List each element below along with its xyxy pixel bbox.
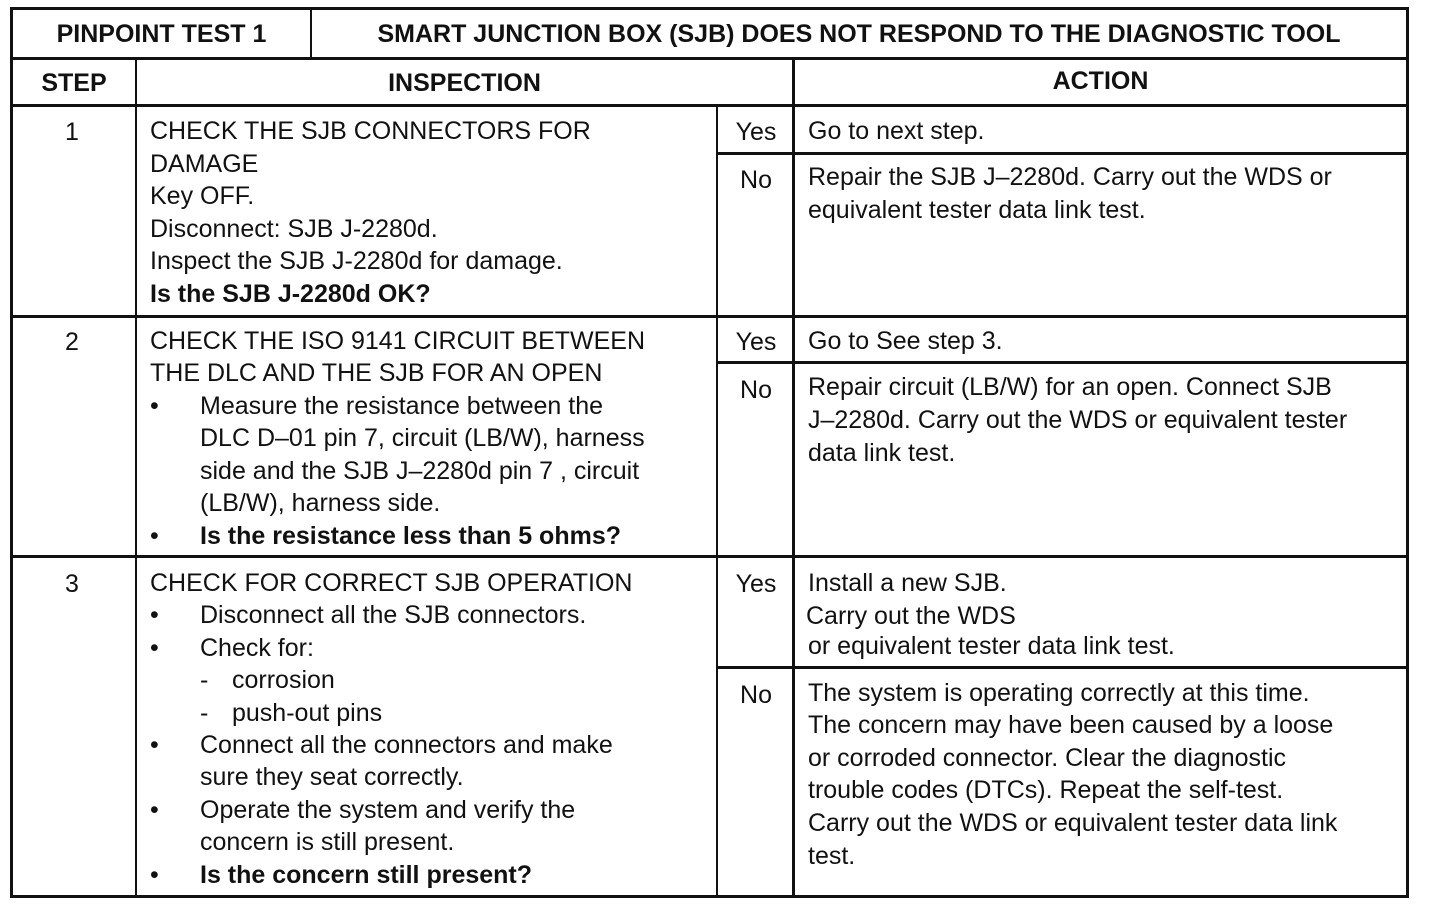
step-1-heading-line: DAMAGE xyxy=(150,150,259,178)
step-2-heading-line: THE DLC AND THE SJB FOR AN OPEN xyxy=(150,359,603,387)
step-3-no-label: No xyxy=(740,681,772,709)
bullet-icon: • xyxy=(150,634,159,662)
step-3-no-action-line: Carry out the WDS or equivalent tester data link xyxy=(808,809,1338,837)
step-1-yes-label: Yes xyxy=(735,118,777,146)
rule-below-headers xyxy=(10,104,1409,107)
dash-icon: - xyxy=(200,699,209,727)
step-3-yes-action-line: or equivalent tester data link test. xyxy=(808,632,1175,660)
step-3-no-action-line: The concern may have been caused by a loose xyxy=(808,711,1334,739)
step-2-measure-line: side and the SJB J–2280d pin 7 , circuit xyxy=(200,457,640,485)
rule-step-1-yes-no xyxy=(716,152,1409,155)
step-2-question: Is the resistance less than 5 ohms? xyxy=(200,522,621,550)
rule-step-column xyxy=(135,57,137,898)
step-3-connect-line: sure they seat correctly. xyxy=(200,763,464,791)
step-3-no-action-line: test. xyxy=(808,842,856,870)
step-1-no-action-line: equivalent tester data link test. xyxy=(808,196,1146,224)
step-3-operate-line: concern is still present. xyxy=(200,828,455,856)
step-2-no-action-line: Repair circuit (LB/W) for an open. Connect SJB xyxy=(808,373,1332,401)
step-1-number: 1 xyxy=(65,118,79,146)
step-3-no-action-line: or corroded connector. Clear the diagnostic xyxy=(808,744,1287,772)
step-3-disconnect: Disconnect all the SJB connectors. xyxy=(200,601,587,629)
step-3-yes-label: Yes xyxy=(735,570,777,598)
step-1-instruction: Key OFF. xyxy=(150,182,255,210)
step-2-yes-label: Yes xyxy=(735,328,777,356)
step-2-no-action-line: J–2280d. Carry out the WDS or equivalent tester xyxy=(808,406,1348,434)
step-1-heading-line: CHECK THE SJB CONNECTORS FOR xyxy=(150,117,591,145)
border-left xyxy=(10,7,13,898)
step-3-operate-line: Operate the system and verify the xyxy=(200,796,576,824)
step-2-number: 2 xyxy=(65,328,79,356)
step-3-connect-line: Connect all the connectors and make xyxy=(200,731,613,759)
step-column-header: STEP xyxy=(41,69,107,97)
step-1-instruction: Inspect the SJB J-2280d for damage. xyxy=(150,247,563,275)
step-3-question: Is the concern still present? xyxy=(200,861,533,889)
rule-step-3-yes-no xyxy=(716,666,1409,669)
border-bottom xyxy=(10,895,1409,898)
bullet-icon: • xyxy=(150,601,159,629)
step-3-sub-item: push-out pins xyxy=(232,699,383,727)
step-3-no-action-line: The system is operating correctly at this time. xyxy=(808,679,1310,707)
step-3-yes-action-line: Carry out the WDS xyxy=(806,602,1016,630)
step-2-measure-line: Measure the resistance between the xyxy=(200,392,604,420)
inspection-column-header: INSPECTION xyxy=(388,69,541,97)
step-3-yes-action-line: Install a new SJB. xyxy=(808,569,1007,597)
step-1-no-label: No xyxy=(740,166,772,194)
step-3-number: 3 xyxy=(65,570,79,598)
step-2-yes-action: Go to See step 3. xyxy=(808,327,1003,355)
step-2-measure-line: DLC D–01 pin 7, circuit (LB/W), harness xyxy=(200,424,645,452)
bullet-icon: • xyxy=(150,392,159,420)
step-3-heading: CHECK FOR CORRECT SJB OPERATION xyxy=(150,569,633,597)
step-3-no-action-line: trouble codes (DTCs). Repeat the self-test. xyxy=(808,776,1284,804)
pinpoint-test-label: PINPOINT TEST 1 xyxy=(56,20,267,48)
border-right xyxy=(1406,7,1409,898)
rule-below-step-1 xyxy=(10,315,1409,318)
step-2-no-action-line: data link test. xyxy=(808,439,956,467)
rule-below-step-2 xyxy=(10,555,1409,558)
action-column-header: ACTION xyxy=(1052,67,1149,95)
bullet-icon: • xyxy=(150,861,159,889)
step-3-check-for: Check for: xyxy=(200,634,314,662)
step-3-sub-item: corrosion xyxy=(232,666,335,694)
step-1-no-action-line: Repair the SJB J–2280d. Carry out the WDS or xyxy=(808,163,1332,191)
step-2-measure-line: (LB/W), harness side. xyxy=(200,489,441,517)
rule-answer-column xyxy=(716,104,718,898)
bullet-icon: • xyxy=(150,731,159,759)
step-2-no-label: No xyxy=(740,376,772,404)
step-1-question: Is the SJB J-2280d OK? xyxy=(150,280,431,308)
dash-icon: - xyxy=(200,666,209,694)
table-title: SMART JUNCTION BOX (SJB) DOES NOT RESPOND TO THE DIAGNOSTIC TOOL xyxy=(377,20,1341,48)
bullet-icon: • xyxy=(150,796,159,824)
border-top xyxy=(10,7,1409,10)
bullet-icon: • xyxy=(150,522,159,550)
step-1-instruction: Disconnect: SJB J-2280d. xyxy=(150,215,438,243)
step-1-yes-action: Go to next step. xyxy=(808,117,985,145)
step-2-heading-line: CHECK THE ISO 9141 CIRCUIT BETWEEN xyxy=(150,327,646,355)
rule-step-2-yes-no xyxy=(716,361,1409,364)
rule-below-title xyxy=(10,57,1409,60)
